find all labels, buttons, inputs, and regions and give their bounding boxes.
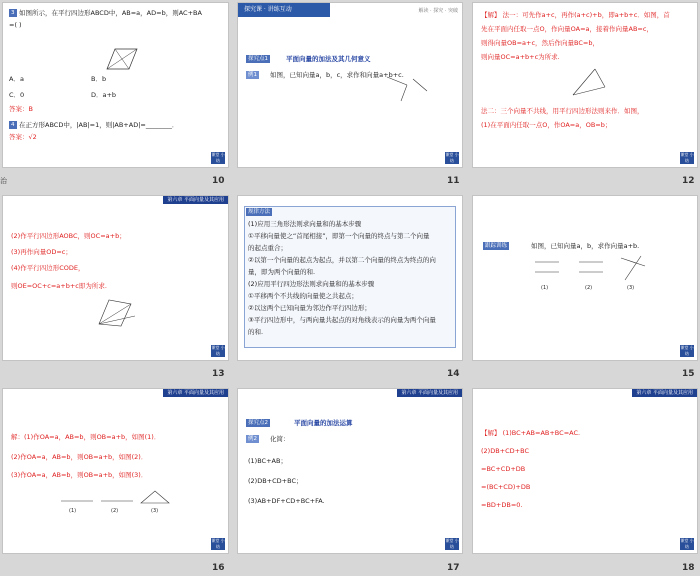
simplify-line-2: (2)DB+CD+BC； — [248, 477, 303, 485]
method-line-10: 的和. — [248, 328, 264, 336]
solution-line-2: 先在平面内任取一点O，作向量OA=a，接着作向量AB=c， — [481, 25, 653, 33]
solution-line-4: 则向量OC=a+b+c为所求. — [481, 53, 560, 61]
slide-thumbnail-13[interactable] — [3, 196, 228, 360]
simplify-line-3: (3)AB+DF+CD+BC+FA. — [248, 497, 325, 505]
figure-label-1: (1) — [69, 508, 77, 514]
review-button[interactable]: 课堂 小结 — [445, 538, 459, 549]
slide-thumbnail-10[interactable] — [3, 3, 228, 167]
slide-thumbnail-17[interactable] — [238, 389, 462, 553]
vectors-figure — [383, 71, 433, 105]
chapter-header: 第六章 平面向量及其应用 — [163, 389, 228, 397]
parallelogram-figure — [101, 45, 141, 71]
slide-thumbnail-14[interactable] — [238, 196, 462, 360]
explore-point-title: 平面向量的加法运算 — [294, 419, 353, 427]
question-1-text: 如图所示，在平行四边形ABCD中，AB=a，AD=b，则AC+BA — [19, 9, 202, 17]
slide-thumbnail-11[interactable] — [238, 3, 462, 167]
slide-number: 11 — [447, 176, 460, 186]
option-d: D．a+b — [91, 91, 117, 99]
method-line-7: ①平移两个不共线的向量使之共起点； — [248, 292, 358, 300]
slide-thumbnail-15[interactable] — [473, 196, 697, 360]
slide-thumbnail-12[interactable] — [473, 3, 697, 167]
slide-number: 18 — [682, 563, 695, 573]
answer-1: 答案：B — [9, 105, 33, 113]
method-line-1: (1)应用三角形法则求向量和的基本步骤 — [248, 220, 362, 228]
figure-label-2: (2) — [585, 285, 593, 291]
solution-line-4: =(BC+CD)+DB — [481, 483, 531, 491]
explore-point-tag: 探究点1 — [248, 56, 268, 62]
example-prompt: 化简： — [270, 435, 290, 443]
question-badge: 4 — [11, 122, 15, 128]
practice-vectors-figure — [529, 254, 659, 282]
step-line-1: (2)作平行四边形AOBC，则OC=a+b； — [11, 232, 126, 240]
method-line-2: ①平移向量使之“首尾相接”，即第一个向量的终点与第二个向量 — [248, 232, 430, 240]
solution-line-3: 则得向量OB=a+c，然后作向量BC=b， — [481, 39, 599, 47]
answer-line-1: 解：(1)作OA=a，AB=b，则OB=a+b，如图(1)． — [11, 433, 161, 441]
solution-line-5: =BD+DB=0. — [481, 501, 523, 509]
option-b: B．b — [91, 75, 107, 83]
figure-label-2: (2) — [111, 508, 119, 514]
option-a: A．a — [9, 75, 24, 83]
figure-label-1: (1) — [541, 285, 549, 291]
answer-line-3: (3)作OA=a，AB=b，则OB=a+b，如图(3)． — [11, 471, 148, 479]
slide-number: 14 — [447, 369, 460, 379]
option-c: C．0 — [9, 91, 25, 99]
section-banner — [238, 3, 330, 17]
step-line-4: 则OE=OC+c=a+b+c即为所求. — [11, 282, 107, 290]
vector-sum-figure — [569, 63, 609, 99]
solution-line-3: =BC+CD+DB — [481, 465, 526, 473]
slide-number: 15 — [682, 369, 695, 379]
slide-number: 16 — [212, 563, 225, 573]
explore-point-tag: 探究点2 — [248, 420, 268, 426]
figure-label-3: (3) — [151, 508, 159, 514]
question-1-paren: =( ) — [9, 21, 22, 29]
chapter-header: 第六章 平面向量及其应用 — [397, 389, 462, 397]
answer-line-2: (2)作OA=a，AB=b，则OB=a+b，如图(2)． — [11, 453, 148, 461]
review-button[interactable]: 课堂 小结 — [680, 345, 694, 356]
solution-line-1: 【解】 法一：可先作a+c，再作(a+c)+b，即a+b+c．如图，首 — [481, 11, 670, 19]
review-button[interactable]: 课堂 小结 — [445, 152, 459, 163]
slide-thumbnail-18[interactable] — [473, 389, 697, 553]
method-line-8: ②以这两个已知向量为邻边作平行四边形； — [248, 304, 371, 312]
step-line-3: (4)作平行四边形CODE， — [11, 264, 85, 272]
practice-text: 如图，已知向量a，b，求作向量a+b. — [531, 242, 640, 250]
method-line-6: (2)应用平行四边形法则求向量和的基本步骤 — [248, 280, 375, 288]
solution-line-1: 【解】 (1)BC+AB=AB+BC=AC. — [481, 429, 581, 437]
review-button[interactable]: 课堂 小结 — [211, 152, 225, 163]
slide-number: 12 — [682, 176, 695, 186]
slide-number: 10 — [212, 176, 225, 186]
slide-number: 13 — [212, 369, 225, 379]
method-line-5: 量，即为两个向量的和. — [248, 268, 316, 276]
review-button[interactable]: 课堂 小结 — [680, 152, 694, 163]
slide-thumbnail-16[interactable] — [3, 389, 228, 553]
question-2-text: 在正方形ABCD中，|AB|=1，则|AB+AD|=________． — [19, 121, 179, 129]
review-button[interactable]: 课堂 小结 — [680, 538, 694, 549]
example-text: 如图，已知向量a，b，c，求作和向量a+b+c. — [270, 71, 404, 79]
review-button[interactable]: 课堂 小结 — [211, 538, 225, 549]
chapter-header: 第六章 平面向量及其应用 — [163, 196, 228, 204]
method-line-4: ②以第一个向量的起点为起点，并以第二个向量的终点为终点的向 — [248, 256, 436, 264]
simplify-line-1: (1)BC+AB； — [248, 457, 287, 465]
banner-right-text: 解读 · 探究 · 突破 — [414, 7, 462, 15]
solution-line-2: (2)DB+CD+BC — [481, 447, 529, 455]
method-line-3: 的起点重合； — [248, 244, 287, 252]
step-line-2: (3)再作向量OD=c； — [11, 248, 72, 256]
practice-tag: 跟踪训练 — [485, 243, 508, 249]
figure-label-3: (3) — [627, 285, 635, 291]
side-label: 治 — [0, 177, 7, 185]
slide-number: 17 — [447, 563, 460, 573]
example-tag: 例1 — [248, 72, 257, 78]
answer-2: 答案：√2 — [9, 133, 37, 141]
answer-vectors-figure — [57, 487, 177, 509]
explore-point-title: 平面向量的加法及其几何意义 — [286, 55, 371, 63]
example-tag: 例2 — [248, 436, 257, 442]
method-tag: 规律方法 — [248, 209, 271, 215]
section-banner-text: 探究课 · 讲练互动 — [244, 6, 292, 13]
question-badge: 3 — [11, 10, 15, 16]
parallelogram-construction-figure — [95, 294, 139, 328]
review-button[interactable]: 课堂 小结 — [211, 345, 225, 356]
chapter-header: 第六章 平面向量及其应用 — [632, 389, 697, 397]
method-line-9: ③平行四边形中，与两向量共起点的对角线表示的向量为两个向量 — [248, 316, 436, 324]
solution-line-6: (1)在平面内任取一点O，作OA=a，OB=b； — [481, 121, 612, 129]
solution-line-5: 法二：三个向量不共线，用平行四边形法则来作．如图， — [481, 107, 644, 115]
